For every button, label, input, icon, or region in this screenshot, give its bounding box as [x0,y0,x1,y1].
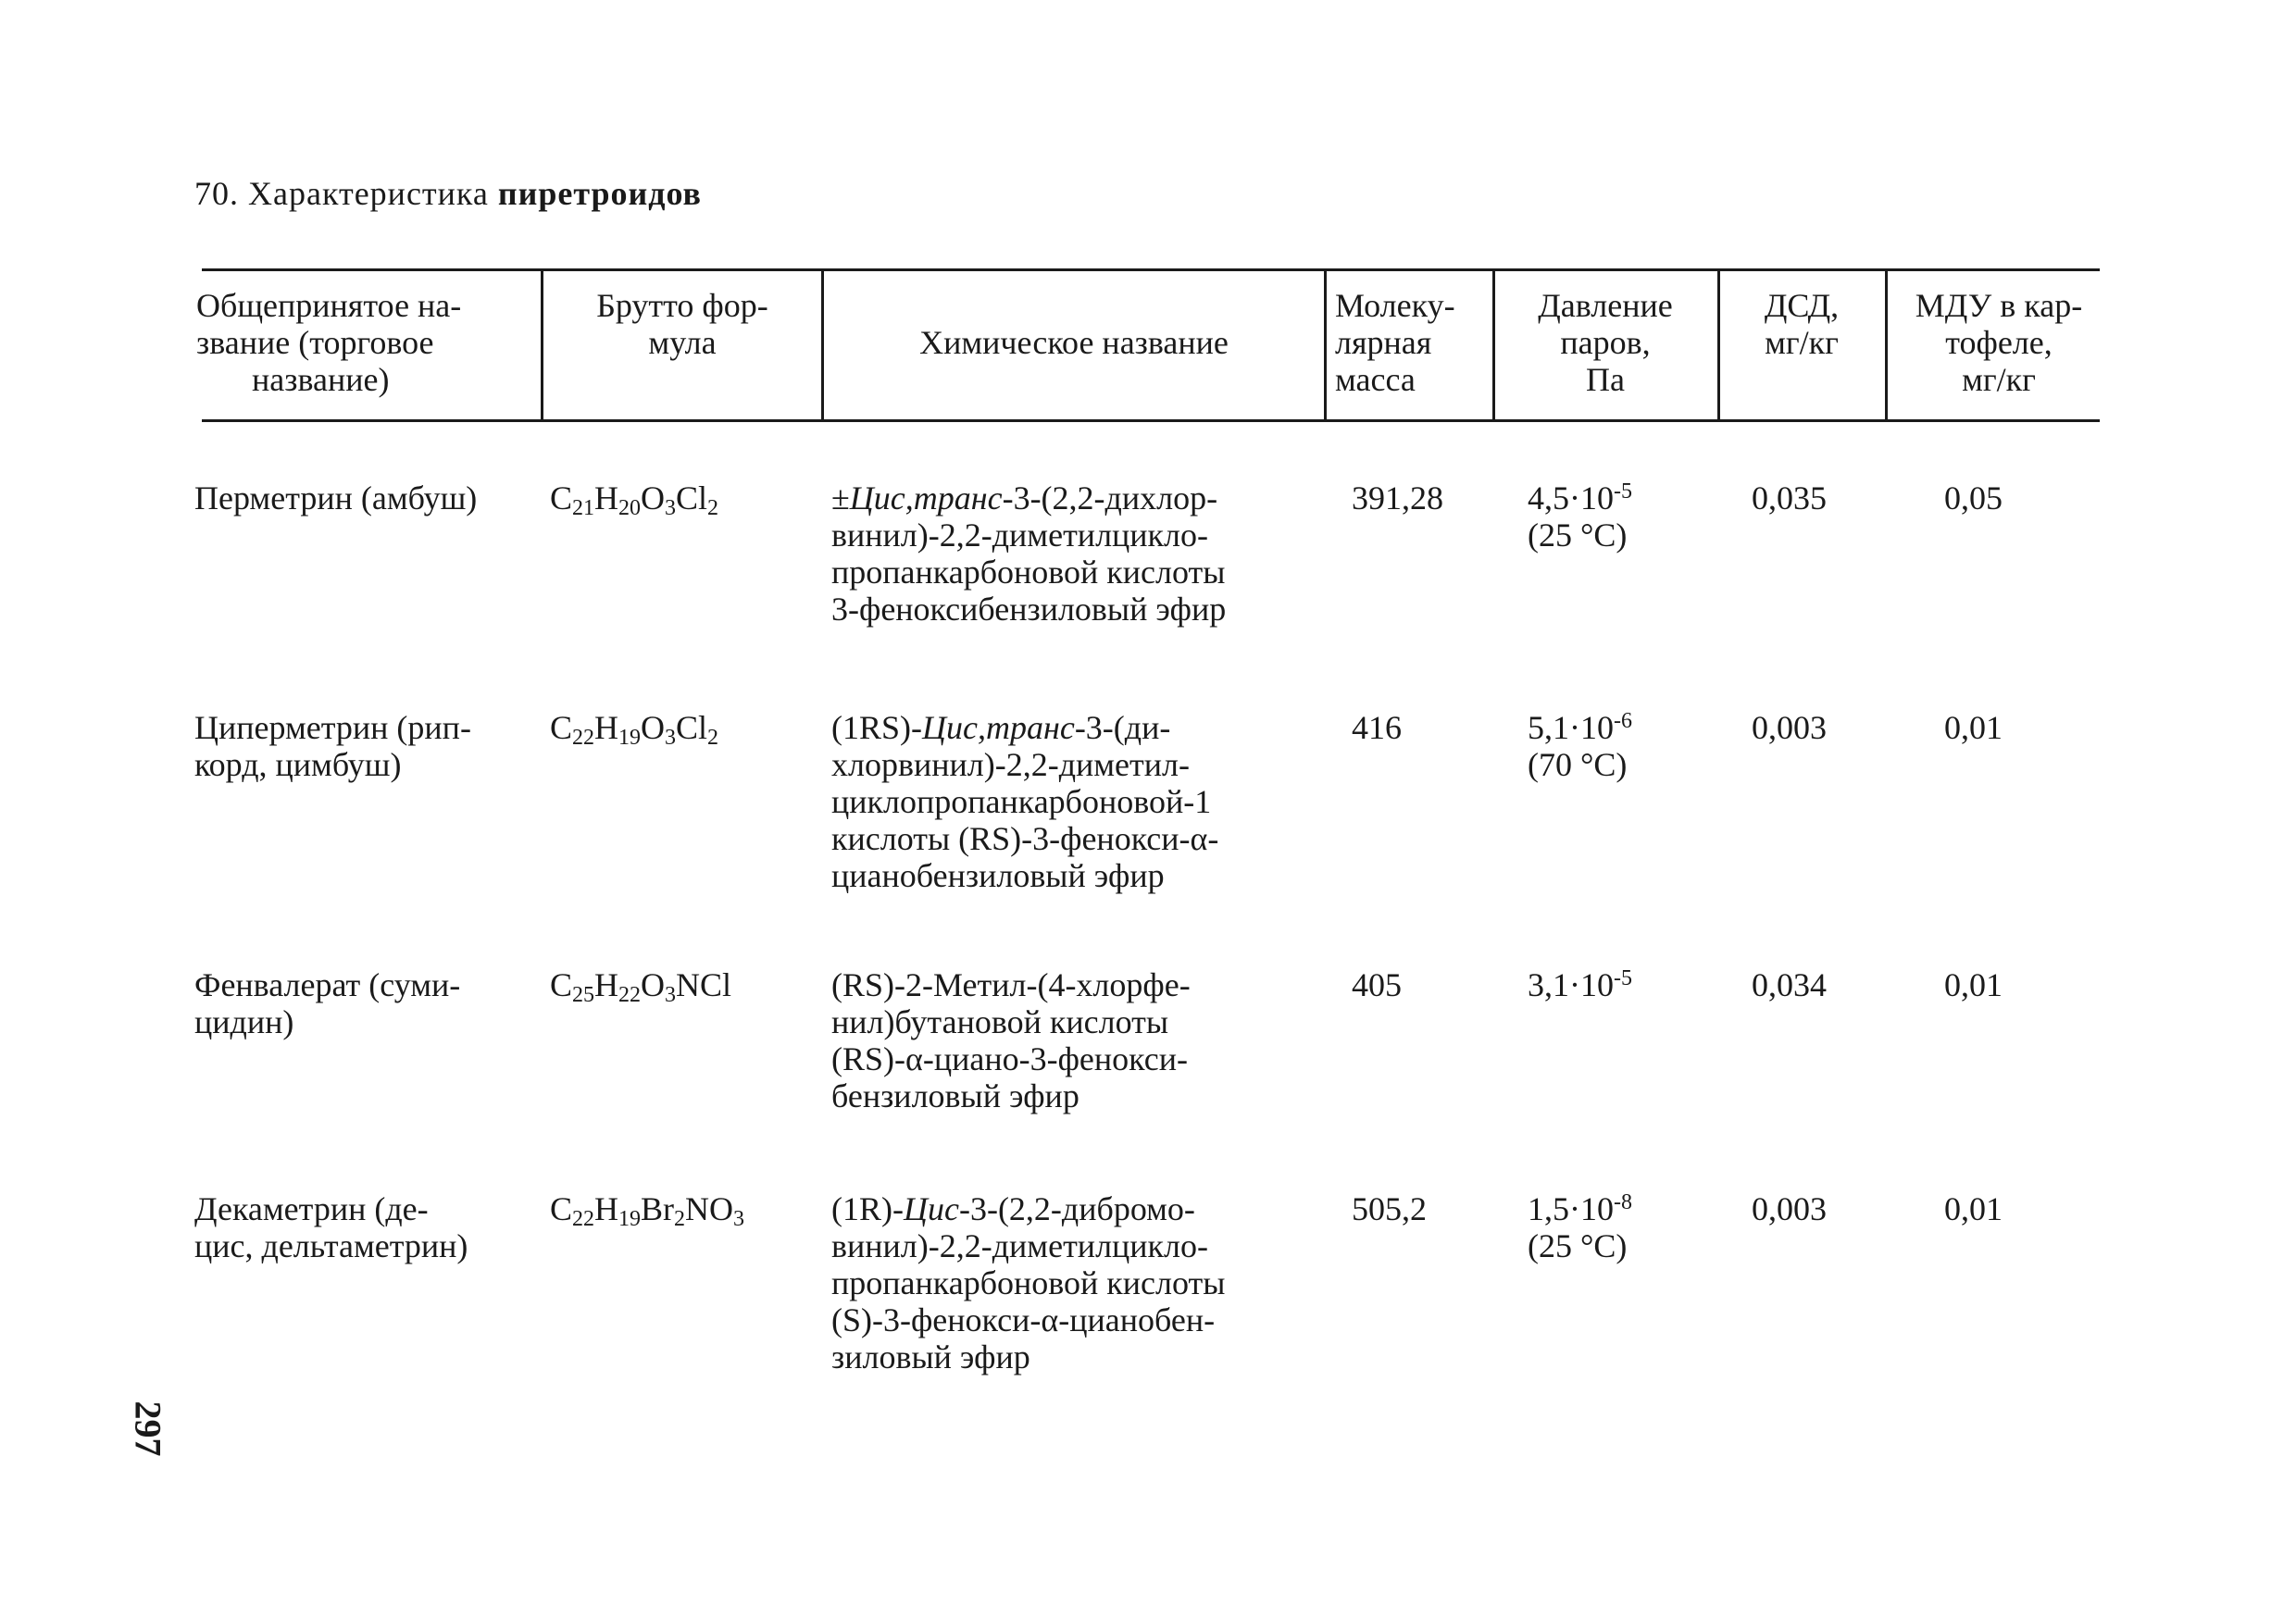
cell-line: (25 °С) [1528,1227,1628,1264]
cell-line: цианобензиловый эфир [831,857,1165,894]
row-chemical-name [831,479,1226,628]
row-mdu: 0,05 [1944,479,2003,517]
header-line: ДСД, [1764,287,1840,324]
header-common-name [196,287,534,398]
header-divider [541,270,543,420]
row-common-name [194,479,477,517]
header-line: название) [252,361,390,398]
table-top-rule [202,268,2100,271]
row-pressure [1528,709,1632,783]
table-title-text: Характеристика [248,175,489,212]
row-common-name [194,709,471,783]
header-divider [1717,270,1720,420]
header-mdu [1892,287,2105,398]
cell-line: 3-феноксибензиловый эфир [831,591,1227,628]
cell-line: (RS)-2-Метил-(4-хлорфе- [831,966,1191,1003]
page-number: 297 [127,1400,169,1457]
cell-line: (RS)-α-циано-3-фенокси- [831,1040,1188,1077]
cell-line: Перметрин (амбуш) [194,479,478,517]
row-dsd: 0,003 [1752,709,1827,746]
header-line: тофеле, [1945,324,2053,361]
row-mol-mass: 405 [1352,966,1402,1003]
cell-line: пропанкарбоновой кислоты [831,554,1226,591]
row-chemical-name [831,1190,1225,1375]
cell-line: кислоты (RS)-3-фенокси-α- [831,820,1219,857]
cell-line: цидин) [194,1003,294,1040]
row-formula: $C_{22}H_{19}O_3Cl_2$ [550,709,719,750]
header-line: Молеку- [1335,287,1455,324]
header-line: лярная [1335,324,1432,361]
header-line: масса [1335,361,1416,398]
row-mol-mass: 505,2 [1352,1190,1427,1227]
row-formula: $C_{21}H_{20}O_3Cl_2$ [550,479,719,520]
cell-line: цис, дельтаметрин) [194,1227,468,1264]
cell-line: нил)бутановой кислоты [831,1003,1169,1040]
cell-line: $5,1\cdot 10^{-6}$ [1528,709,1632,746]
cell-line: бензиловый эфир [831,1077,1079,1114]
cell-line: зиловый эфир [831,1338,1030,1375]
header-pressure [1500,287,1711,398]
cell-line: винил)-2,2-диметилцикло- [831,517,1209,554]
table-title-bold: пиретроидов [497,175,702,212]
cell-line: (1R)-Цис-3-(2,2-дибромо- [831,1190,1195,1227]
header-line: Общепринятое на- [196,287,462,324]
row-dsd: 0,035 [1752,479,1827,517]
cell-line: ±Цис,транс-3-(2,2-дихлор- [831,479,1218,517]
row-common-name [194,1190,468,1264]
header-divider [821,270,824,420]
header-line: Па [1586,361,1625,398]
row-chemical-name [831,966,1191,1114]
cell-line: хлорвинил)-2,2-диметил- [831,746,1190,783]
cell-line: корд, цимбуш) [194,746,402,783]
cell-line: Циперметрин (рип- [194,709,471,746]
header-divider [1492,270,1495,420]
header-line: паров, [1560,324,1651,361]
table-title [194,174,702,213]
row-formula: $C_{22}H_{19}Br_2NO_3$ [550,1190,745,1231]
cell-line: винил)-2,2-диметилцикло- [831,1227,1209,1264]
header-mol-mass [1335,287,1489,398]
cell-line: $4,5\cdot 10^{-5}$ [1528,479,1632,517]
header-line: Химическое название [919,324,1229,361]
cell-line: Декаметрин (де- [194,1190,429,1227]
header-line: мг/кг [1962,361,2036,398]
cell-line: Фенвалерат (суми- [194,966,461,1003]
cell-line: (70 °С) [1528,746,1628,783]
table-header-bottom-rule [202,419,2100,422]
header-line: мг/кг [1765,324,1839,361]
cell-line: пропанкарбоновой кислоты [831,1264,1226,1301]
row-pressure [1528,479,1632,554]
row-formula: $C_{25}H_{22}O_3NCl$ [550,966,732,1007]
header-chemical-name [830,324,1317,361]
row-common-name [194,966,460,1040]
row-mol-mass: 416 [1352,709,1402,746]
row-pressure [1528,966,1632,1003]
cell-line: циклопропанкарбоновой-1 [831,783,1212,820]
row-pressure [1528,1190,1632,1264]
row-chemical-name [831,709,1218,894]
cell-line: (25 °С) [1528,517,1628,554]
header-line: МДУ в кар- [1915,287,2083,324]
row-mdu: 0,01 [1944,1190,2003,1227]
row-mdu: 0,01 [1944,709,2003,746]
row-mdu: 0,01 [1944,966,2003,1003]
row-dsd: 0,034 [1752,966,1827,1003]
row-dsd: 0,003 [1752,1190,1827,1227]
header-line: Давление [1538,287,1673,324]
header-divider [1885,270,1888,420]
header-formula [550,287,815,361]
header-line: Брутто фор- [596,287,768,324]
cell-line: $1,5\cdot 10^{-8}$ [1528,1190,1632,1227]
row-mol-mass: 391,28 [1352,479,1443,517]
cell-line: (1RS)-Цис,транс-3-(ди- [831,709,1171,746]
header-dsd [1725,287,1878,361]
header-line: звание (торговое [196,324,434,361]
header-line: мула [648,324,717,361]
table-number: 70. [194,175,239,212]
cell-line: (S)-3-фенокси-α-цианобен- [831,1301,1216,1338]
cell-line: $3,1\cdot 10^{-5}$ [1528,966,1632,1003]
header-divider [1324,270,1327,420]
